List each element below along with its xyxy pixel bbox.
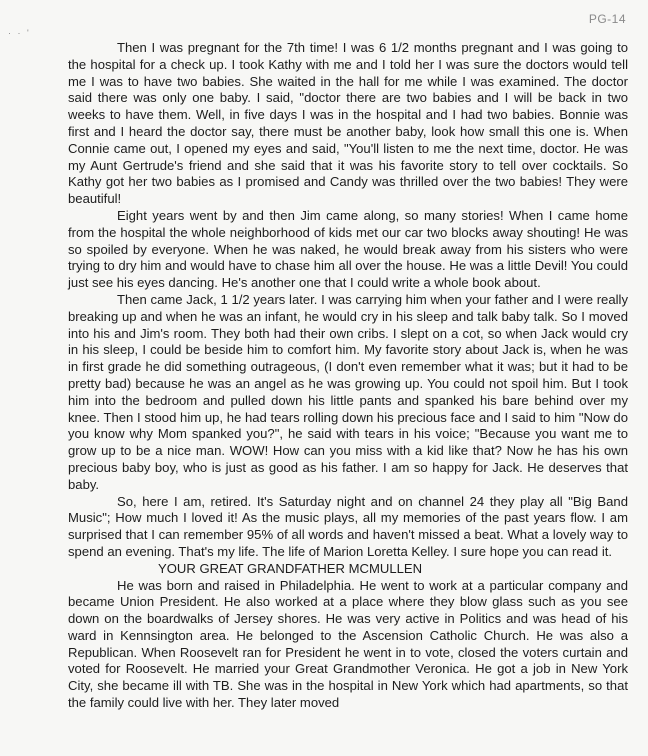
paragraph-jim: Eight years went by and then Jim came along, so many stories! When I came home from the hospital the whole neighborhood of kids met our car two blocks away shouting! He was so spoiled by everyone. When he was naked, he would break away from his sisters who were trying to dry him and would have to chase him all over the house. He was a little Devil! You could just see his eyes dancing. He's another one that I could write a whole book about. xyxy=(68,207,628,291)
section-heading: YOUR GREAT GRANDFATHER MCMULLEN xyxy=(158,560,423,576)
document-body xyxy=(68,40,628,712)
paragraph-retired: So, here I am, retired. It's Saturday night and on channel 24 they play all "Big Band Music"; How much I loved it! As the music plays, all my memories of the past years flow. I am surprised that I can remember 95% of all words and haven't missed a beat. What a lovely way to spend an evening. That's my life. The life of Marion Loretta Kelley. I sure hope you can read it. xyxy=(68,493,628,559)
scan-specks: · · ' xyxy=(8,28,31,38)
paragraph-mcmullen: He was born and raised in Philadelphia. He went to work at a particular company and became Union President. He also worked at a place where they blow glass such as you see down on the boardwalks of Jersey shores. He was very active in Politics and was head of his ward in Kennsington area. He belonged to the Ascension Catholic Church. He was also a Republican. When Roosevelt ran for President he went in to vote, closed the voters curtain and voted for Roosevelt. He married your Great Grandmother Veronica. He got a job in New York City, she became ill with TB. She was in the hospital in New York which had apartments, so that the family could live with her. They later moved xyxy=(68,577,628,711)
page-number: PG-14 xyxy=(588,12,626,26)
paragraph-jack: Then came Jack, 1 1/2 years later. I was carrying him when your father and I were really breaking up and when he was an infant, he would cry in his sleep and talk baby talk. So I moved into his and Jim's room. They both had their own cribs. I slept on a cot, so when Jack would cry in his sleep, I could be beside him to comfort him. My favorite story about Jack is, when he was in first grade he did something outrageous, (I don't even remember what it was; but it had to be pretty bad) because he was an angel as he was growing up. You could not spoil him. But I took him into the bedroom and pulled down his little pants and spanked his bare behind over my knee. Then I stood him up, he had tears rolling down his precious face and I said to him "Now do you know why Mom spanked you?", he said with tears in his voice; "Because you want me to grow up to be a nice man. WOW! How can you miss with a kid like that? Now he has his own precious baby boy, who is just as good as his father. I am so happy for Jack. He deserves that baby. xyxy=(68,291,628,492)
paragraph-twins: Then I was pregnant for the 7th time! I was 6 1/2 months pregnant and I was going to the hospital for a check up. I took Kathy with me and I told her I was sure the doctors would tell me I was to have two babies. She waited in the hall for me while I was examined. The doctor said there was only one baby. I said, "doctor there are two babies and I will be back in two weeks to have them. Well, in five days I was in the hospital and I had two babies. Bonnie was first and I heard the doctor say, there must be another baby, look how small this one is. When Connie came out, I opened my eyes and said, "You'll listen to me the next time, doctor. He was my Aunt Gertrude's friend and she said that it was his favorite story to tell over cocktails. So Kathy got her two babies as I promised and Candy was thrilled over the two babies! They were beautiful! xyxy=(68,40,628,207)
